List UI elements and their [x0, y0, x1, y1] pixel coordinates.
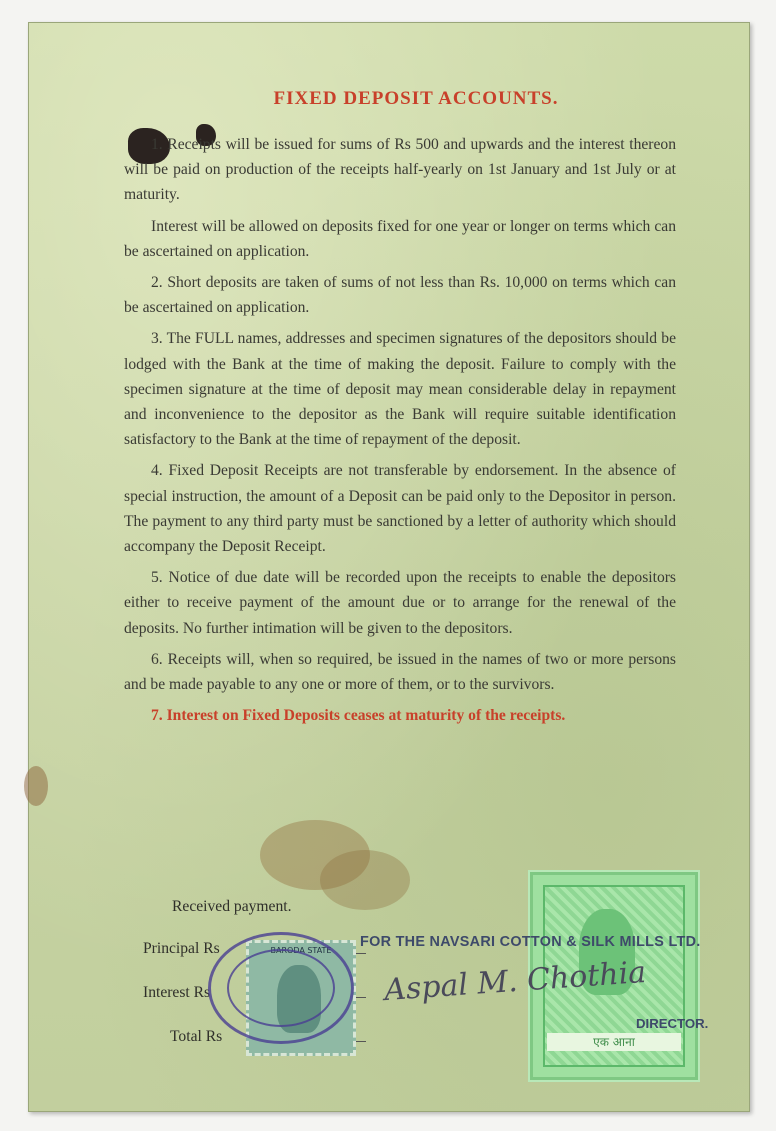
postmark-ring — [227, 949, 335, 1027]
paragraph: 1. Receipts will be issued for sums of Rs 500 and upwards and the interest thereon will be paid on production of the receipts half-yearly on 1st January and 1st July or at maturity. — [124, 136, 676, 204]
paragraph: 5. Notice of due date will be recorded upon the receipts to enable the depositors either to receive payment of the amount due or to arrange for the renewal of the deposits. No further intimation will be given to the depositors. — [124, 569, 676, 637]
director-signature: Aspal M. Chothia — [383, 954, 648, 1009]
page-title: FIXED DEPOSIT ACCOUNTS. — [273, 88, 559, 109]
paragraph: 6. Receipts will, when so required, be issued in the names of two or more persons and be made payable to any one or more of them, or to the survivors. — [124, 650, 676, 694]
cancellation-postmark — [208, 932, 354, 1044]
received-payment-label: Received payment. — [172, 898, 292, 915]
stamp-caption: BARODA STATE — [270, 946, 332, 955]
total-label: Total Rs — [170, 1028, 223, 1045]
paragraph: 2. Short deposits are taken of sums of not less than Rs. 10,000 on terms which can be ascertained on application. — [124, 274, 676, 317]
clause-7: 7. Interest on Fixed Deposits ceases at maturity of the receipts. — [151, 707, 566, 725]
stamp-value: एक आना — [547, 1033, 681, 1051]
director-label: DIRECTOR. — [636, 1016, 709, 1031]
interest-label: Interest Rs — [143, 984, 211, 1001]
company-name: FOR THE NAVSARI COTTON & SILK MILLS LTD. — [360, 934, 701, 950]
paragraph: 3. The FULL names, addresses and specimen signatures of the depositors should be lodged with the Bank at the time of making the deposit. Failure to comply with the specimen signature at the time of deposit may mean considerable delay in repayment and inconvenience to the depositor as the Bank will require suitable identification satisfactory to the Bank at the time of repayment of the deposit. — [124, 330, 676, 449]
paragraph: Interest will be allowed on deposits fixed for one year or longer on terms which can be ascertained on application. — [124, 217, 676, 260]
paragraph: 4. Fixed Deposit Receipts are not transferable by endorsement. In the absence of special instruction, the amount of a Deposit can be paid only to the Depositor in person. The payment to any third party must be sanctioned by a letter of authority which should accompany the Deposit Receipt. — [124, 462, 676, 556]
principal-label: Principal Rs — [143, 940, 220, 957]
